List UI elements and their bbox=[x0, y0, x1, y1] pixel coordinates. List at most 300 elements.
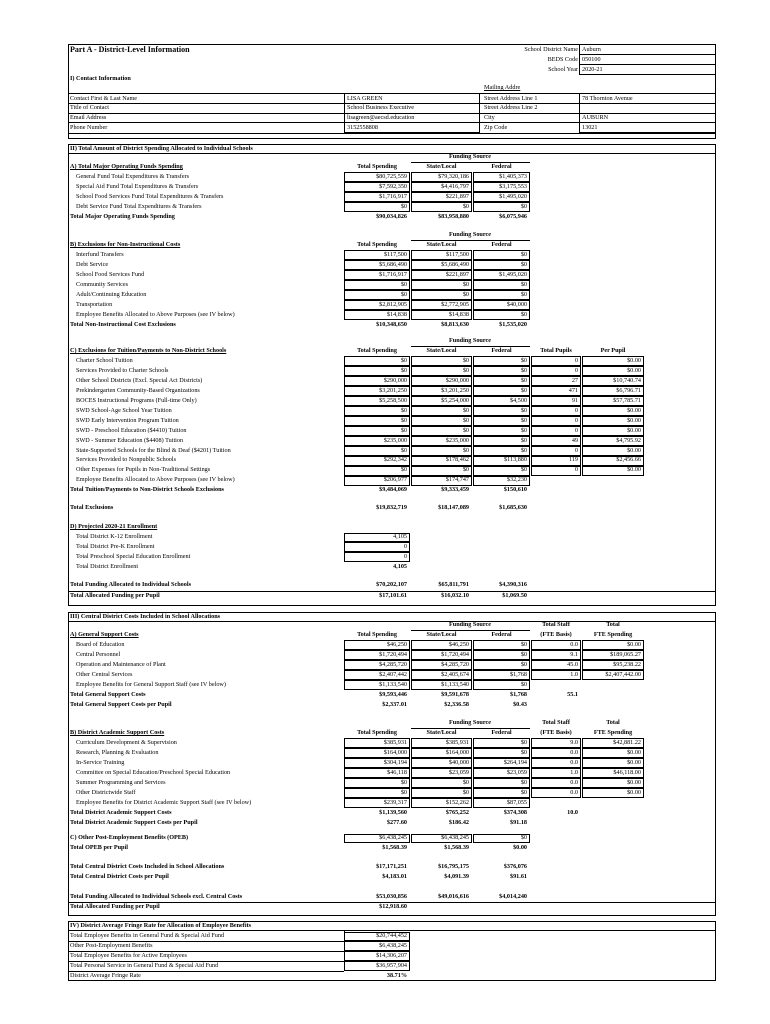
total-spending-value: $9,593,446 bbox=[379, 690, 407, 698]
state-local-value: $0 bbox=[462, 426, 469, 434]
row-label: Employee Benefits Allocated to Above Purposes (see IV below) bbox=[76, 476, 235, 484]
federal-value: $0 bbox=[520, 202, 527, 210]
federal-value: $1,495,020 bbox=[499, 192, 527, 200]
pupils-value: 0 bbox=[574, 466, 578, 474]
state-local-value: $4,091.39 bbox=[444, 873, 469, 880]
per-pupil-value: $0.00 bbox=[627, 366, 641, 374]
state-local-value: $65,811,791 bbox=[438, 581, 469, 588]
row-label: Other School Districts (Excl. Special Act Districts) bbox=[76, 376, 203, 384]
pupils-value: 1.0 bbox=[570, 670, 578, 678]
total-spending-value: $5,258,500 bbox=[379, 396, 407, 404]
funding-source-header: Funding Source bbox=[448, 621, 491, 628]
rule-line bbox=[68, 902, 716, 903]
total-spending-value: $385,931 bbox=[383, 738, 407, 746]
federal-value: $113,880 bbox=[504, 456, 527, 464]
total-row-label: Total Central District Costs Included in School Allocations bbox=[70, 863, 225, 870]
federal-value: $0 bbox=[520, 650, 527, 658]
state-local-value: $221,897 bbox=[445, 270, 469, 278]
total-spending-value: $70,202,107 bbox=[376, 581, 407, 588]
row-label: Debt Service bbox=[76, 260, 109, 268]
state-local-value: $0 bbox=[462, 406, 469, 414]
federal-value: $0 bbox=[520, 778, 527, 786]
federal-value: $0 bbox=[520, 290, 527, 298]
section-iii-heading: III) Central District Costs Included in School Allocations bbox=[70, 613, 221, 620]
total-row-label: Total General Support Costs per Pupil bbox=[70, 700, 172, 708]
total-row-label: Total OPEB per Pupil bbox=[70, 844, 128, 851]
state-local-value: $18,147,089 bbox=[438, 504, 469, 511]
total-spending-value: $0 bbox=[400, 280, 407, 288]
col-total-staff: Total Staff bbox=[542, 719, 570, 726]
fringe-value: $6,438,245 bbox=[379, 941, 407, 949]
state-local-value: $1,568.39 bbox=[444, 844, 469, 851]
state-local-value: $79,320,186 bbox=[438, 172, 469, 180]
state-local-value: $0 bbox=[462, 356, 469, 364]
total-spending-value: $0 bbox=[400, 202, 407, 210]
col-total-staff: Total Staff bbox=[542, 621, 570, 628]
row-label: School Food Services Fund bbox=[76, 270, 145, 278]
fringe-value: $20,744,452 bbox=[376, 932, 407, 939]
federal-value: $376,076 bbox=[503, 863, 527, 870]
fringe-label: Total Employee Benefits in General Fund & Special Aid Fund bbox=[70, 932, 225, 939]
pupils-value: 471 bbox=[568, 386, 578, 394]
beds-value: 050100 bbox=[582, 56, 601, 63]
contact-value: LISA GREEN bbox=[347, 94, 383, 102]
federal-value: $1,495,020 bbox=[499, 270, 527, 278]
contact-label: Email Address bbox=[70, 114, 107, 122]
state-local-value: $14,838 bbox=[448, 310, 469, 318]
total-spending-value: $12,918.60 bbox=[379, 903, 407, 910]
federal-value: $1,685,630 bbox=[499, 504, 527, 511]
row-label: Special Aid Fund Total Expenditures & Transfers bbox=[76, 182, 199, 190]
pupils-value: 0 bbox=[574, 356, 578, 364]
federal-value: $0 bbox=[520, 280, 527, 288]
address-label: City bbox=[484, 114, 495, 122]
rule-line bbox=[68, 591, 716, 592]
col-state-local: State/Local bbox=[426, 347, 457, 354]
per-pupil-value: $95,238.22 bbox=[613, 660, 641, 668]
federal-value: $1,768 bbox=[509, 690, 527, 698]
federal-value: $23,059 bbox=[506, 768, 527, 776]
federal-value: $91.18 bbox=[509, 818, 527, 826]
per-pupil-value: $0.00 bbox=[627, 446, 641, 454]
row-label: Other Central Services bbox=[76, 670, 133, 678]
state-local-value: $16,032.10 bbox=[441, 592, 469, 599]
subsection-heading: B) District Academic Support Costs bbox=[70, 729, 165, 736]
state-local-value: $4,285,720 bbox=[441, 660, 469, 668]
per-pupil-value: $0.00 bbox=[627, 758, 641, 766]
state-local-value: $5,686,490 bbox=[441, 260, 469, 268]
federal-value: $1,405,373 bbox=[499, 172, 527, 180]
state-local-value: $0 bbox=[462, 446, 469, 454]
total-spending-value: $46,118 bbox=[387, 768, 407, 776]
state-local-value: $46,250 bbox=[448, 640, 469, 648]
pupils-value: 9.1 bbox=[570, 650, 578, 658]
funding-source-header: Funding Source bbox=[448, 231, 491, 238]
pupils-value: 0 bbox=[574, 416, 578, 424]
total-spending-value: $17,171,251 bbox=[376, 863, 407, 870]
state-local-value: $2,405,674 bbox=[441, 670, 469, 678]
per-pupil-value: $2,456.66 bbox=[616, 456, 641, 464]
state-local-value: $3,201,250 bbox=[441, 386, 469, 394]
enrollment-heading: D) Projected 2020-21 Enrollment bbox=[70, 523, 158, 530]
state-local-value: $186.42 bbox=[448, 818, 469, 826]
total-spending-value: $0 bbox=[400, 366, 407, 374]
rule-line bbox=[68, 103, 716, 104]
row-label: School Food Services Fund Total Expenditures & Transfers bbox=[76, 192, 224, 200]
col-federal: Federal bbox=[491, 347, 512, 354]
pupils-value: 10.0 bbox=[567, 808, 578, 816]
col-total-fte: Total bbox=[606, 719, 620, 726]
per-pupil-value: $46,118.00 bbox=[613, 768, 641, 776]
row-label: In-Service Training bbox=[76, 758, 125, 766]
col-state-local: State/Local bbox=[426, 241, 457, 248]
row-label: Central Personnel bbox=[76, 650, 121, 658]
total-spending-value: $1,716,917 bbox=[379, 192, 407, 200]
contact-value: 3152558808 bbox=[347, 123, 378, 131]
per-pupil-value: $0.00 bbox=[627, 406, 641, 414]
beds-label: BEDS Code bbox=[547, 56, 578, 63]
subsection-heading: B) Exclusions for Non-Instructional Costs bbox=[70, 241, 181, 248]
total-spending-value: $292,342 bbox=[383, 456, 407, 464]
fringe-label: Total Employee Benefits for Active Employees bbox=[70, 951, 187, 959]
address-value: 13021 bbox=[582, 123, 598, 131]
row-label: Community Services bbox=[76, 280, 129, 288]
total-spending-value: $10,348,650 bbox=[376, 320, 407, 328]
total-spending-value: $0 bbox=[400, 416, 407, 424]
subsection-heading: A) Total Major Operating Funds Spending bbox=[70, 163, 183, 170]
federal-value: $0 bbox=[520, 406, 527, 414]
total-spending-value: $1,568.39 bbox=[382, 844, 407, 851]
federal-value: $87,055 bbox=[506, 798, 527, 806]
state-local-value: $0 bbox=[462, 290, 469, 298]
contact-label: Contact First & Last Name bbox=[70, 94, 138, 102]
row-label: Transportation bbox=[76, 300, 113, 308]
total-row-label: Total Funding Allocated to Individual Schools bbox=[70, 581, 191, 588]
row-label: Services Provided to Nonpublic Schools bbox=[76, 456, 177, 464]
address-value: 78 Thornton Avenue bbox=[582, 94, 633, 102]
federal-value: $3,175,553 bbox=[499, 182, 527, 190]
total-spending-value: $3,201,250 bbox=[379, 386, 407, 394]
per-pupil-value: $0.00 bbox=[627, 788, 641, 796]
pupils-value: 0 bbox=[574, 426, 578, 434]
total-row-label: Total District Academic Support Costs per Pupil bbox=[70, 818, 198, 826]
total-row-label: Total Central District Costs per Pupil bbox=[70, 873, 169, 880]
col-fte-spending: FTE Spending bbox=[593, 631, 633, 638]
per-pupil-value: $0.00 bbox=[627, 466, 641, 474]
subsection-heading: C) Exclusions for Tuition/Payments to Non-District Schools bbox=[70, 347, 227, 354]
total-spending-value: $239,317 bbox=[383, 798, 407, 806]
pupils-value: 0.0 bbox=[570, 748, 578, 756]
row-label: Committee on Special Education/Preschool Special Education bbox=[76, 768, 231, 776]
per-pupil-value: $0.00 bbox=[627, 748, 641, 756]
total-spending-value: $46,250 bbox=[386, 640, 407, 648]
total-spending-value: $0 bbox=[400, 778, 407, 786]
row-label: Operation and Maintenance of Plant bbox=[76, 660, 166, 668]
federal-value: $374,308 bbox=[503, 808, 527, 816]
pupils-value: 0 bbox=[574, 406, 578, 414]
per-pupil-value: $0.00 bbox=[627, 640, 641, 648]
fringe-label: Other Post-Employment Benefits bbox=[70, 941, 153, 949]
col-federal: Federal bbox=[491, 729, 512, 736]
row-label: Debt Service Fund Total Expenditures & Transfers bbox=[76, 202, 202, 210]
federal-value: $0 bbox=[520, 376, 527, 384]
total-spending-value: $9,484,069 bbox=[379, 486, 407, 494]
pupils-value: 0.0 bbox=[570, 788, 578, 796]
total-row-label: Total Funding Allocated to Individual Schools excl. Central Costs bbox=[70, 893, 243, 900]
col-state-local: State/Local bbox=[426, 631, 457, 638]
per-pupil-value: $6,796.71 bbox=[616, 386, 641, 394]
contact-label: Phone Number bbox=[70, 123, 108, 131]
total-row-label: Total General Support Costs bbox=[70, 690, 146, 698]
per-pupil-value: $4,795.92 bbox=[616, 436, 641, 444]
state-local-value: $385,931 bbox=[445, 738, 469, 746]
col-total-fte: Total bbox=[606, 621, 620, 628]
funding-source-header: Funding Source bbox=[448, 719, 491, 726]
state-local-value: $178,462 bbox=[445, 456, 469, 464]
per-pupil-value: $42,881.22 bbox=[613, 738, 641, 746]
federal-value: $4,014,240 bbox=[499, 893, 527, 900]
state-local-value: $5,254,000 bbox=[441, 396, 469, 404]
section-iv-heading: IV) District Average Fringe Rate for Allocation of Employee Benefits bbox=[70, 922, 252, 929]
federal-value: $0 bbox=[520, 834, 527, 841]
federal-value: $0 bbox=[520, 738, 527, 746]
total-spending-value: $4,183.01 bbox=[382, 873, 407, 880]
total-row-label: Total Allocated Funding per Pupil bbox=[70, 592, 160, 599]
state-local-value: $1,720,494 bbox=[441, 650, 469, 658]
address-label: Street Address Line 2 bbox=[484, 104, 538, 112]
address-label: Zip Code bbox=[484, 123, 508, 131]
per-pupil-value: $189,065.27 bbox=[610, 650, 641, 658]
row-label: Adult/Continuing Education bbox=[76, 290, 147, 298]
pupils-value: 1.0 bbox=[570, 768, 578, 776]
federal-value: $0 bbox=[520, 260, 527, 268]
contact-value: lisagreen@aecsd.education bbox=[347, 114, 415, 122]
total-spending-value: $2,407,442 bbox=[379, 670, 407, 678]
contact-value: School Business Executive bbox=[347, 104, 415, 112]
col-total-pupils: Total Pupils bbox=[540, 347, 572, 354]
col-state-local: State/Local bbox=[426, 729, 457, 736]
federal-value: $0 bbox=[520, 416, 527, 424]
federal-value: $0 bbox=[520, 788, 527, 796]
rule-line bbox=[68, 122, 716, 123]
federal-value: $0 bbox=[520, 386, 527, 394]
total-spending-value: $0 bbox=[400, 406, 407, 414]
rule-line bbox=[344, 930, 345, 971]
row-label: Board of Education bbox=[76, 640, 125, 648]
federal-value: $0 bbox=[520, 356, 527, 364]
fringe-value: 38.71% bbox=[386, 971, 407, 979]
row-label: State-Supported Schools for the Blind & Deaf ($4201) Tuition bbox=[76, 446, 231, 454]
per-pupil-value: $0.00 bbox=[627, 416, 641, 424]
state-local-value: $6,438,245 bbox=[441, 834, 469, 841]
total-spending-value: $277.60 bbox=[386, 818, 407, 826]
col-federal: Federal bbox=[491, 163, 512, 170]
row-label: SWD Early Intervention Program Tuition bbox=[76, 416, 179, 424]
state-local-value: $0 bbox=[462, 202, 469, 210]
federal-value: $1,535,020 bbox=[499, 320, 527, 328]
pupils-value: 0.0 bbox=[570, 758, 578, 766]
section-ii-heading: II) Total Amount of District Spending Allocated to Individual Schools bbox=[70, 145, 253, 152]
state-local-value: $23,059 bbox=[448, 768, 469, 776]
total-spending-value: $117,500 bbox=[384, 250, 407, 258]
row-label: BOCES Instructional Programs (Full-time Only) bbox=[76, 396, 197, 404]
col-federal: Federal bbox=[491, 241, 512, 248]
pupils-value: 45.0 bbox=[567, 660, 578, 668]
total-spending-value: $0 bbox=[400, 290, 407, 298]
federal-value: $4,500 bbox=[509, 396, 527, 404]
federal-value: $91.61 bbox=[509, 873, 527, 880]
mailing-label: Mailing Addre bbox=[484, 84, 521, 91]
col-total-spending: Total Spending bbox=[357, 241, 397, 248]
pupils-value: 0.0 bbox=[570, 640, 578, 648]
per-pupil-value: $10,740.74 bbox=[613, 376, 641, 384]
col-fte-spending: FTE Spending bbox=[593, 729, 633, 736]
pupils-value: 55.1 bbox=[567, 690, 578, 698]
total-spending-value: $0 bbox=[400, 446, 407, 454]
row-label: Prekindergarten Community-Based Organizations bbox=[76, 386, 200, 394]
district-name-label: School District Name bbox=[524, 46, 578, 53]
row-label: Other Districtwide Staff bbox=[76, 788, 136, 796]
col-total-spending: Total Spending bbox=[357, 729, 397, 736]
enrollment-value: 4,105 bbox=[393, 562, 407, 570]
total-row-label: Total Exclusions bbox=[70, 504, 114, 511]
federal-value: $40,000 bbox=[506, 300, 527, 308]
enrollment-label: Total District Pre-K Enrollment bbox=[76, 542, 155, 550]
federal-value: $1,768 bbox=[509, 670, 527, 678]
federal-value: $0 bbox=[520, 640, 527, 648]
row-label: Employee Benefits for District Academic Support Staff (see IV below) bbox=[76, 798, 252, 806]
federal-value: $264,194 bbox=[503, 758, 527, 766]
total-row-label: Total Tuition/Payments to Non-District Schools Exclusions bbox=[70, 486, 224, 494]
address-value: AUBURN bbox=[582, 114, 609, 122]
total-spending-value: $206,977 bbox=[383, 476, 407, 484]
per-pupil-value: $0.00 bbox=[627, 356, 641, 364]
state-local-value: $2,336.58 bbox=[444, 700, 469, 708]
row-label: SWD - Preschool Education ($4410) Tuition bbox=[76, 426, 187, 434]
state-local-value: $0 bbox=[462, 788, 469, 796]
state-local-value: $1,133,540 bbox=[441, 680, 469, 688]
row-label: Employee Benefits Allocated to Above Purposes (see IV below) bbox=[76, 310, 235, 318]
total-spending-value: $164,000 bbox=[383, 748, 407, 756]
state-local-value: $8,813,630 bbox=[441, 320, 469, 328]
federal-value: $0 bbox=[520, 436, 527, 444]
total-spending-value: $0 bbox=[400, 426, 407, 434]
total-spending-value: $1,133,540 bbox=[379, 680, 407, 688]
school-year-label: School Year bbox=[548, 66, 578, 73]
per-pupil-value: $0.00 bbox=[627, 426, 641, 434]
total-spending-value: $0 bbox=[400, 788, 407, 796]
federal-value: $32,230 bbox=[506, 476, 527, 484]
subsection-heading: A) General Support Costs bbox=[70, 631, 139, 638]
state-local-value: $0 bbox=[462, 366, 469, 374]
total-spending-value: $6,438,245 bbox=[379, 834, 407, 841]
federal-value: $0 bbox=[520, 446, 527, 454]
federal-value: $0.00 bbox=[513, 844, 527, 851]
total-spending-value: $1,139,560 bbox=[379, 808, 407, 816]
state-local-value: $0 bbox=[462, 778, 469, 786]
pupils-value: 9.0 bbox=[570, 738, 578, 746]
total-spending-value: $53,030,856 bbox=[376, 893, 407, 900]
federal-value: $0 bbox=[520, 426, 527, 434]
fringe-label: Total Personal Service in General Fund & Special Aid Fund bbox=[70, 961, 219, 969]
col-total-spending: Total Spending bbox=[357, 163, 397, 170]
total-row-label: Total Non-Instructional Cost Exclusions bbox=[70, 320, 176, 328]
state-local-value: $174,747 bbox=[445, 476, 469, 484]
per-pupil-value: $0.00 bbox=[627, 778, 641, 786]
total-row-label: Total District Academic Support Costs bbox=[70, 808, 172, 816]
total-spending-value: $0 bbox=[400, 356, 407, 364]
pupils-value: 0.0 bbox=[570, 778, 578, 786]
federal-value: $150,610 bbox=[503, 486, 527, 494]
state-local-value: $9,591,678 bbox=[441, 690, 469, 698]
contact-heading: I) Contact Information bbox=[70, 75, 131, 82]
state-local-value: $49,016,616 bbox=[438, 893, 469, 900]
row-label: SWD - Summer Education ($4408) Tuition bbox=[76, 436, 184, 444]
part-title: Part A - District-Level Information bbox=[70, 45, 190, 54]
pupils-value: 91 bbox=[571, 396, 578, 404]
school-year-value: 2020-21 bbox=[582, 66, 603, 73]
federal-value: $0.43 bbox=[513, 700, 527, 708]
pupils-value: 0 bbox=[574, 366, 578, 374]
federal-value: $4,390,316 bbox=[499, 581, 527, 588]
state-local-value: $4,416,797 bbox=[441, 182, 469, 190]
col-per-pupil: Per Pupil bbox=[600, 347, 626, 354]
federal-value: $1,069.50 bbox=[502, 592, 527, 599]
row-label: Employee Benefits for General Support Staff (see IV below) bbox=[76, 680, 226, 688]
total-spending-value: $1,716,917 bbox=[379, 270, 407, 278]
total-spending-value: $0 bbox=[400, 466, 407, 474]
col-federal: Federal bbox=[491, 631, 512, 638]
enrollment-label: Total Preschool Special Education Enrollment bbox=[76, 552, 191, 560]
address-label: Street Address Line 1 bbox=[484, 94, 538, 102]
federal-value: $0 bbox=[520, 250, 527, 258]
federal-value: $0 bbox=[520, 660, 527, 668]
rule-line bbox=[68, 133, 716, 134]
total-spending-value: $19,832,719 bbox=[376, 504, 407, 511]
state-local-value: $221,897 bbox=[445, 192, 469, 200]
total-spending-value: $80,725,559 bbox=[376, 172, 407, 180]
state-local-value: $16,795,175 bbox=[438, 863, 469, 870]
federal-value: $6,075,946 bbox=[499, 212, 527, 220]
state-local-value: $765,252 bbox=[445, 808, 469, 816]
pupils-value: 49 bbox=[571, 436, 578, 444]
federal-value: $0 bbox=[520, 310, 527, 318]
funding-source-header: Funding Source bbox=[448, 337, 491, 344]
state-local-value: $83,958,880 bbox=[438, 212, 469, 220]
federal-value: $0 bbox=[520, 466, 527, 474]
total-spending-value: $235,000 bbox=[383, 436, 407, 444]
state-local-value: $235,000 bbox=[445, 436, 469, 444]
row-label: Curriculum Development & Supervision bbox=[76, 738, 177, 746]
total-spending-value: $2,812,905 bbox=[379, 300, 407, 308]
state-local-value: $0 bbox=[462, 416, 469, 424]
state-local-value: $0 bbox=[462, 280, 469, 288]
state-local-value: $9,333,459 bbox=[441, 486, 469, 494]
total-row-label: Total Allocated Funding per Pupil bbox=[70, 903, 160, 910]
state-local-value: $164,000 bbox=[445, 748, 469, 756]
total-spending-value: $17,101.61 bbox=[379, 592, 407, 599]
enrollment-label: Total District K-12 Enrollment bbox=[76, 533, 153, 540]
funding-source-header: Funding Source bbox=[448, 153, 491, 160]
total-row-label: Total Major Operating Funds Spending bbox=[70, 212, 175, 220]
total-spending-value: $5,686,490 bbox=[379, 260, 407, 268]
col-total-spending: Total Spending bbox=[357, 347, 397, 354]
row-label: C) Other Post-Employment Benefits (OPEB) bbox=[70, 834, 189, 841]
enrollment-label: Total District Enrollment bbox=[76, 562, 139, 570]
federal-value: $0 bbox=[520, 366, 527, 374]
row-label: SWD School-Age School Year Tuition bbox=[76, 406, 172, 414]
state-local-value: $117,500 bbox=[446, 250, 469, 258]
